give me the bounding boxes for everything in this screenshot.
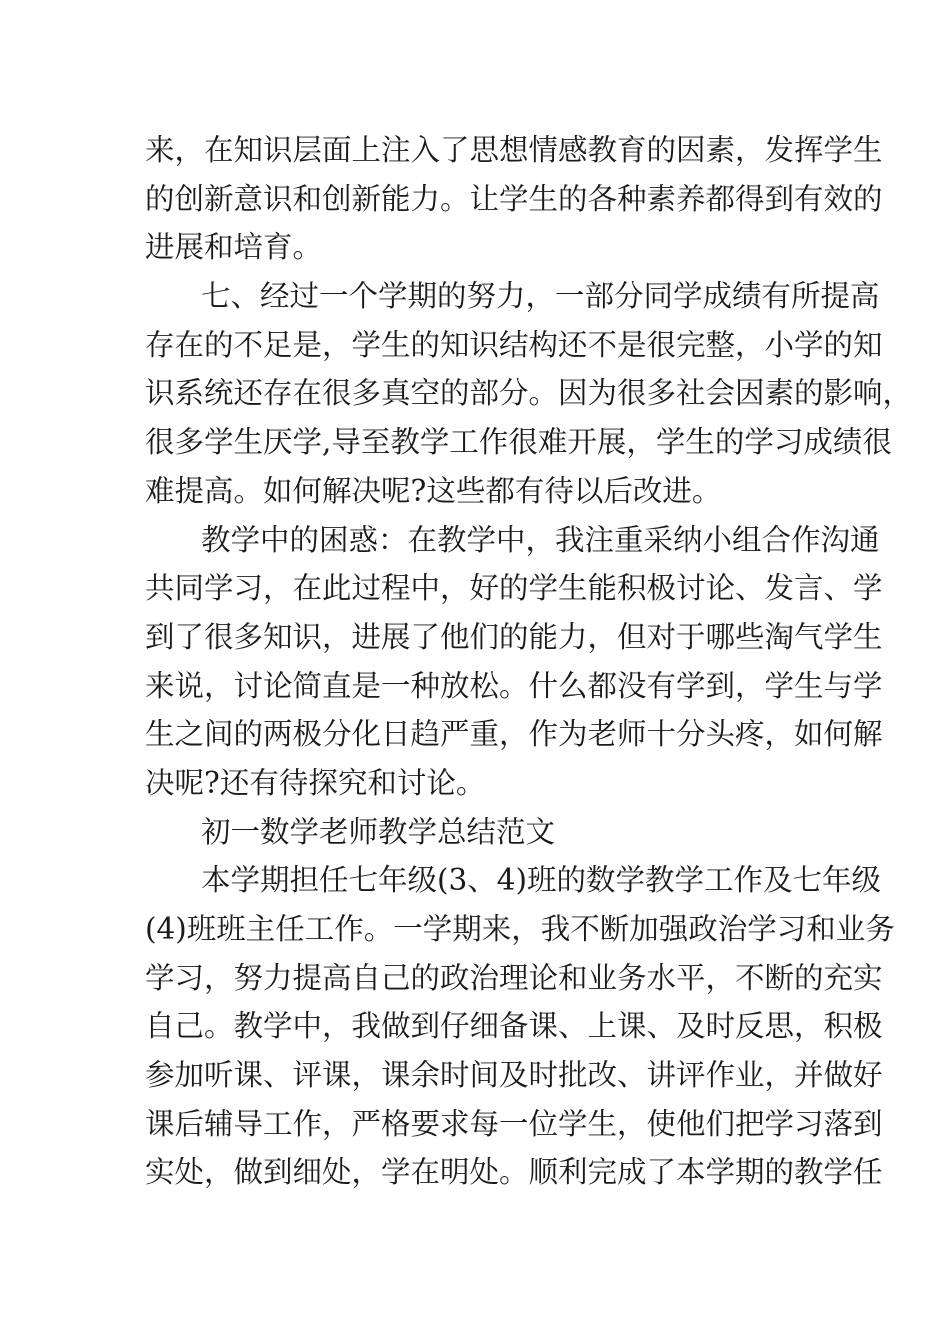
text-line: 难提高。如何解决呢?这些都有待以后改进。 <box>145 473 722 508</box>
paragraph-start-line: 七、经过一个学期的努力，一部分同学成绩有所提高 <box>201 279 880 314</box>
body-text <box>145 126 913 1197</box>
text-line: 识系统还存在很多真空的部分。因为很多社会因素的影响， <box>145 376 913 411</box>
text-line: 到了很多知识，进展了他们的能力，但对于哪些淘气学生 <box>145 619 883 654</box>
text-line: 存在的不足是，学生的知识结构还不是很完整，小学的知 <box>145 327 883 362</box>
text-line: 生之间的两极分化日趋严重，作为老师十分头疼，如何解 <box>145 717 883 752</box>
text-line: 很多学生厌学,导至教学工作很难开展，学生的学习成绩很 <box>145 425 892 460</box>
paragraph-start-line: 本学期担任七年级(3、4)班的数学教学工作及七年级 <box>201 863 882 898</box>
text-line: 共同学习，在此过程中，好的学生能积极讨论、发言、学 <box>145 571 883 606</box>
text-line: 的创新意识和创新能力。让学生的各种素养都得到有效的 <box>145 181 883 216</box>
text-line: 自己。教学中，我做到仔细备课、上课、及时反思，积极 <box>145 1009 883 1044</box>
text-line: (4)班班主任工作。一学期来，我不断加强政治学习和业务 <box>145 912 895 946</box>
text-line: 来，在知识层面上注入了思想情感教育的因素，发挥学生 <box>145 133 883 167</box>
text-line: 进展和培育。 <box>145 230 323 265</box>
paragraph-start-line: 教学中的困惑：在教学中，我注重采纳小组合作沟通 <box>201 522 880 557</box>
text-line: 实处，做到细处，学在明处。顺利完成了本学期的教学任 <box>145 1155 883 1190</box>
text-line: 参加听课、评课，课余时间及时批改、讲评作业，并做好 <box>145 1058 883 1093</box>
text-line: 学习，努力提高自己的政治理论和业务水平，不断的充实 <box>145 960 883 995</box>
text-line: 来说，讨论简直是一种放松。什么都没有学到，学生与学 <box>145 668 883 703</box>
text-line: 课后辅导工作，严格要求每一位学生，使他们把学习落到 <box>145 1106 883 1141</box>
text-line: 决呢?还有待探究和讨论。 <box>145 765 486 800</box>
section-heading: 初一数学老师教学总结范文 <box>201 814 556 849</box>
